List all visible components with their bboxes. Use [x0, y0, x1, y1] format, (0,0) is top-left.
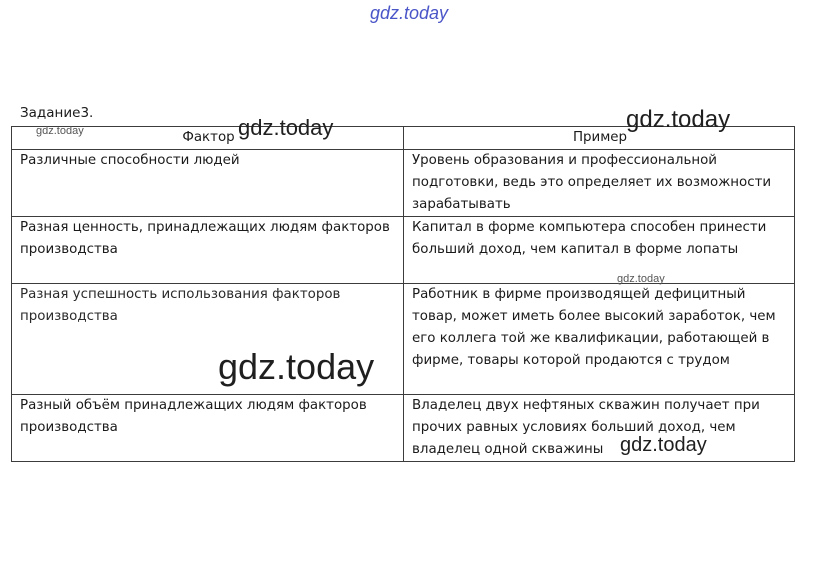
watermark-bottom-right: gdz.today [620, 434, 707, 456]
factor-cell: Различные способности людей [12, 150, 404, 217]
example-cell: Работник в фирме производящей дефицитный товар, может иметь более высокий заработок, чем его коллега той же квалификации, работающей в фирме, товары которой продаются с трудом [404, 284, 795, 395]
watermark-header-left: gdz.today [238, 115, 334, 140]
example-cell: Уровень образования и профессиональной подготовки, ведь это определяет их возможности зарабатывать [404, 150, 795, 217]
example-cell: Владелец двух нефтяных скважин получает при прочих равных условиях больший доход, чем владелец одной скважины [404, 395, 795, 462]
table-row [12, 284, 795, 395]
factor-cell: Разная успешность использования факторов производства [12, 284, 404, 395]
task-title: Задание3. [20, 105, 94, 121]
watermark-large-center: gdz.today [218, 346, 375, 387]
watermark-small-right: gdz.today [617, 273, 665, 285]
watermark-small-left: gdz.today [36, 125, 84, 137]
watermark-header-right: gdz.today [626, 106, 731, 133]
column-header-factor: Фактор [12, 127, 404, 150]
factor-cell: Разная ценность, принадлежащих людям факторов производства [12, 217, 404, 284]
table-row [12, 150, 795, 217]
watermark-top: gdz.today [370, 3, 449, 23]
example-cell: Капитал в форме компьютера способен принести больший доход, чем капитал в форме лопаты [404, 217, 795, 284]
factor-cell: Разный объём принадлежащих людям факторов производства [12, 395, 404, 462]
column-header-example: Пример [404, 127, 795, 150]
factors-table [11, 126, 795, 462]
table-row [12, 217, 795, 284]
